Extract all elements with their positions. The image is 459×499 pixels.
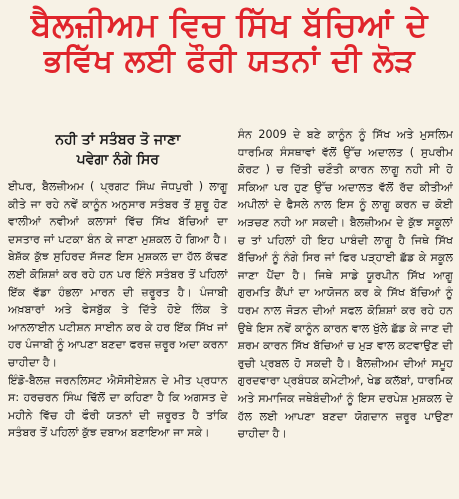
article-paragraph: ਇੰਡੋ-ਬੈਲਜ਼ ਜਰਨਲਿਸਟ ਐਸੋਸੀਏਸ਼ਨ ਦੇ ਮੀਤ ਪ੍ਰਧਾਨ ਸ: ਹਰਚਰਨ ਸਿੰਘ ਢਿੱਲੋਂ ਦਾ ਕਹਿਣਾ ਹੈ ਕਿ ਅਗਸਤ ਦੇ ਮਹੀਨੇ ਵਿੱਚ ਹੀ ਫੌਰੀ ਯਤਨਾਂ ਦੀ ਜ਼ਰੂਰਤ ਹੈ ਤਾਂਕਿ ਸਤੰਬਰ ਤੋਂ ਪਹਿਲਾਂ ਕੁੱਝ ਦਬਾਅ ਬਣਾਇਆ ਜਾ ਸਕੇ। [8, 373, 228, 440]
headline-line-2: ਭਵਿੱਖ ਲਈ ਫੌਰੀ ਯਤਨਾਂ ਦੀ ਲੋੜ [43, 42, 416, 79]
subheadline-line-2: ਪਵੇਗਾ ਨੰਗੇ ਸਿਰ [76, 152, 159, 168]
subheadline [8, 130, 228, 170]
article-paragraph: ਈਪਰ, ਬੈਲਜ਼ੀਅਮ ( ਪ੍ਰਗਟ ਸਿੰਘ ਜੋਧਪੁਰੀ ) ਲਾਗੂ ਕੀਤੇ ਜਾ ਰਹੇ ਨਵੇਂ ਕਾਨੂੰਨ ਅਨੁਸਾਰ ਸਤੰਬਰ ਤੋਂ ਸ਼ੁਰੂ ਹੋਣ ਵਾਲੀਆਂ ਨਵੀਆਂ ਕਲਾਸਾਂ ਵਿੱਚ ਸਿੱਖ ਬੱਚਿਆਂ ਦਾ ਦਸਤਾਰ ਜਾਂ ਪਟਕਾ ਬੰਨ ਕੇ ਜਾਣਾ ਮੁਸ਼ਕਲ ਹੋ ਗਿਆ ਹੈ। ਬੇਸ਼ੱਕ ਕੁੱਝ ਸੁਹਿਰਦ ਸੱਜਣ ਇਸ ਮੁਸ਼ਕਲ ਦਾ ਹੱਲ ਕੱਢਣ ਲਈ ਕੋਸ਼ਿਸ਼ਾਂ ਕਰ ਰਹੇ ਹਨ ਪਰ ਇੰਨੇ ਸਤੰਬਰ ਤੋਂ ਪਹਿਲਾਂ ਇੱਕ ਵੱਡਾ ਹੰਭਲਾ ਮਾਰਨ ਦੀ ਜ਼ਰੂਰਤ ਹੈ। ਪੰਜਾਬੀ ਅਖ਼ਬਾਰਾਂ ਅਤੇ ਫੇਸਬੁੱਕ ਤੇ ਦਿੱਤੇ ਹੋਏ ਲਿੰਕ ਤੇ ਆਨਲਾਈਨ ਪਟੀਸ਼ਨ ਸਾਈਨ ਕਰ ਕੇ ਹਰ ਇੱਕ ਸਿੱਖ ਜਾਂ ਹਰ ਪੰਜਾਬੀ ਨੂੰ ਆਪਣਾ ਬਣਦਾ ਫਰਜ਼ ਜ਼ਰੂਰ ਅਦਾ ਕਰਨਾ ਚਾਹੀਦਾ ਹੈ। [8, 180, 228, 369]
article-columns [8, 126, 453, 495]
headline [8, 5, 451, 79]
article-column-left [8, 126, 228, 495]
article-paragraph: ਸੰਨ 2009 ਦੇ ਬਣੇ ਕਾਨੂੰਨ ਨੂੰ ਸਿੱਖ ਅਤੇ ਮੁਸਲਿਮ ਧਾਰਮਿਕ ਸੰਸਥਾਵਾਂ ਵੱਲੋਂ ਉੱਚ ਅਦਾਲਤ ( ਸੁਪਰੀਮ ਕੋਰਟ ) ਚ ਦਿੱਤੀ ਚਣੌਤੀ ਕਾਰਨ ਲਾਗੂ ਨਹੀ ਸੀ ਹੋ ਸਕਿਆ ਪਰ ਹੁਣ ਉੱਚ ਅਦਾਲਤ ਵੱਲੋਂ ਰੱਦ ਕੀਤੀਆਂ ਅਪੀਲਾਂ ਦੇ ਫੈਸਲੇ ਨਾਲ ਇਸ ਨੂੰ ਲਾਗੂ ਕਰਨ ਚ ਕੋਈ ਅੜਚਣ ਨਹੀ ਆ ਸਕਦੀ। ਬੈਲਜ਼ੀਅਮ ਦੇ ਕੁੱਝ ਸਕੂਲਾਂ ਚ ਤਾਂ ਪਹਿਲਾਂ ਹੀ ਇਹ ਪਾਬੰਦੀ ਲਾਗੂ ਹੈ ਜਿਥੇ ਸਿੱਖ ਬੱਚਿਆਂ ਨੂੰ ਨੰਗੇ ਸਿਰ ਜਾਂ ਫਿਰ ਪੜ੍ਹਾਈ ਛੱਡ ਕੇ ਸਕੂਲ ਜਾਣਾ ਪੈਂਦਾ ਹੈ। ਜਿਥੇ ਸਾਡੇ ਯੂਰਪੀਨ ਸਿੱਖ ਆਗੂ ਗੁਰਮਤਿ ਕੈਂਪਾਂ ਦਾ ਆਯੋਜਨ ਕਰ ਕੇ ਸਿੱਖ ਬੱਚਿਆਂ ਨੂੰ ਧਰਮ ਨਾਲ ਜੋੜਨ ਦੀਆਂ ਸਫਲ ਕੋਸ਼ਿਸ਼ਾਂ ਕਰ ਰਹੇ ਹਨ ਉਥੇ ਇਸ ਨਵੇਂ ਕਾਨੂੰਨ ਕਾਰਨ ਵਾਲ ਖੁੱਲੇ ਛੱਡ ਕੇ ਜਾਣ ਦੀ ਸ਼ਰਮ ਕਾਰਨ ਸਿੱਖ ਬੱਚਿਆਂ ਚ ਮੁੜ ਵਾਲ ਕਟਵਾਉਣ ਦੀ ਰੁਚੀ ਪ੍ਰਬਲ ਹੋ ਸਕਦੀ ਹੈ। ਬੈਲਜ਼ੀਅਮ ਦੀਆਂ ਸਮੂਹ ਗੁਰਦਵਾਰਾ ਪ੍ਰਬੰਧਕ ਕਮੇਟੀਆਂ, ਖੇਡ ਕਲੱਬਾਂ, ਧਾਰਮਿਕ ਅਤੇ ਸਮਾਜਿਕ ਜਥੇਬੰਦੀਆਂ ਨੂੰ ਇਸ ਦਰਪੇਸ਼ ਮੁਸ਼ਕਲ ਦੇ ਹੱਲ ਲਈ ਆਪਣਾ ਬਣਦਾ ਯੋਗਦਾਨ ਜ਼ਰੂਰ ਪਾਉਣਾ ਚਾਹੀਦਾ ਹੈ। [237, 128, 453, 441]
subheadline-line-1: ਨਹੀ ਤਾਂ ਸਤੰਬਰ ਤੋ ਜਾਣਾ [55, 132, 181, 148]
article-column-right [238, 126, 453, 495]
headline-line-1: ਬੈਲਜ਼ੀਅਮ ਵਿਚ ਸਿੱਖ ਬੱਚਿਆਂ ਦੇ [30, 5, 429, 44]
